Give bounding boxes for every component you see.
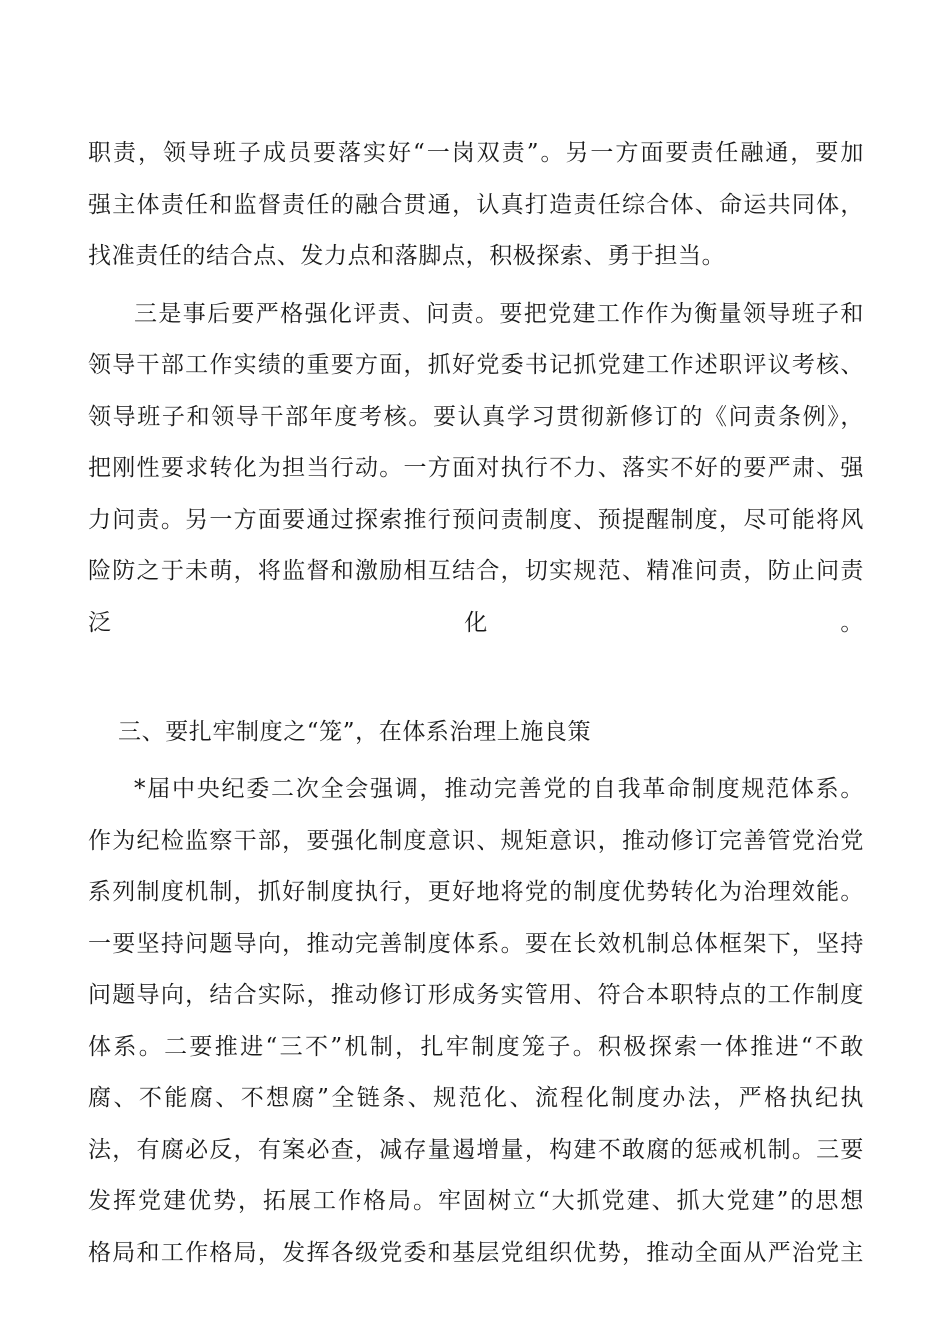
text-line: 把刚性要求转化为担当行动。一方面对执行不力、落实不好的要严肃、强 bbox=[88, 455, 864, 481]
text-line bbox=[88, 649, 864, 701]
text-line: 腐、不能腐、不想腐”全链条、规范化、流程化制度办法，严格执纪执 bbox=[88, 1085, 864, 1111]
text-line: 格局和工作格局，发挥各级党委和基层党组织优势，推动全面从严治党主 bbox=[88, 1239, 864, 1266]
text-line: 三是事后要严格强化评责、问责。要把党建工作作为衡量领导班子和 bbox=[134, 300, 864, 327]
text-line: 领导干部工作实绩的重要方面，抓好党委书记抓党建工作述职评议考核、 bbox=[88, 352, 864, 378]
text-line: 体系。二要推进“三不”机制，扎牢制度笼子。积极探索一体推进“不敢 bbox=[88, 1033, 864, 1060]
paragraph-institutional-system bbox=[88, 764, 864, 1279]
text-line: 职责，领导班子成员要落实好“一岗双责”。另一方面要责任融通，要加 bbox=[88, 140, 864, 166]
section-heading bbox=[88, 707, 864, 759]
text-line: 法，有腐必反，有案必查，减存量遏增量，构建不敢腐的惩戒机制。三要 bbox=[88, 1136, 864, 1163]
document-body bbox=[88, 128, 864, 1279]
text-line: 力问责。另一方面要通过探索推行预问责制度、预提醒制度，尽可能将风 bbox=[88, 506, 864, 533]
section-heading-text: 三、要扎牢制度之“笼”，在体系治理上施良策 bbox=[118, 718, 592, 745]
text-line: 找准责任的结合点、发力点和落脚点，积极探索、勇于担当。 bbox=[88, 243, 726, 269]
text-line: 发挥党建优势，拓展工作格局。牢固树立“大抓党建、抓大党建”的思想 bbox=[88, 1188, 864, 1214]
text-line: 作为纪检监察干部，要强化制度意识、规矩意识，推动修订完善管党治党 bbox=[88, 827, 864, 854]
paragraph-responsibility-integration bbox=[88, 128, 864, 283]
text-line: 险防之于未萌，将监督和激励相互结合，切实规范、精准问责，防止问责 bbox=[88, 558, 864, 584]
text-line: 领导班子和领导干部年度考核。要认真学习贯彻新修订的《问责条例》， bbox=[88, 403, 864, 430]
text-line: *届中央纪委二次全会强调，推动完善党的自我革命制度规范体系。 bbox=[134, 776, 864, 802]
text-line: 一要坚持问题导向，推动完善制度体系。要在长效机制总体框架下，坚持 bbox=[88, 930, 864, 957]
text-line: 泛化。 bbox=[88, 609, 864, 636]
paragraph-accountability bbox=[88, 289, 864, 701]
text-line: 系列制度机制，抓好制度执行，更好地将党的制度优势转化为治理效能。 bbox=[88, 879, 864, 905]
text-line: 问题导向，结合实际，推动修订形成务实管用、符合本职特点的工作制度 bbox=[88, 982, 864, 1008]
text-line: 强主体责任和监督责任的融合贯通，认真打造责任综合体、命运共同体， bbox=[88, 191, 864, 218]
